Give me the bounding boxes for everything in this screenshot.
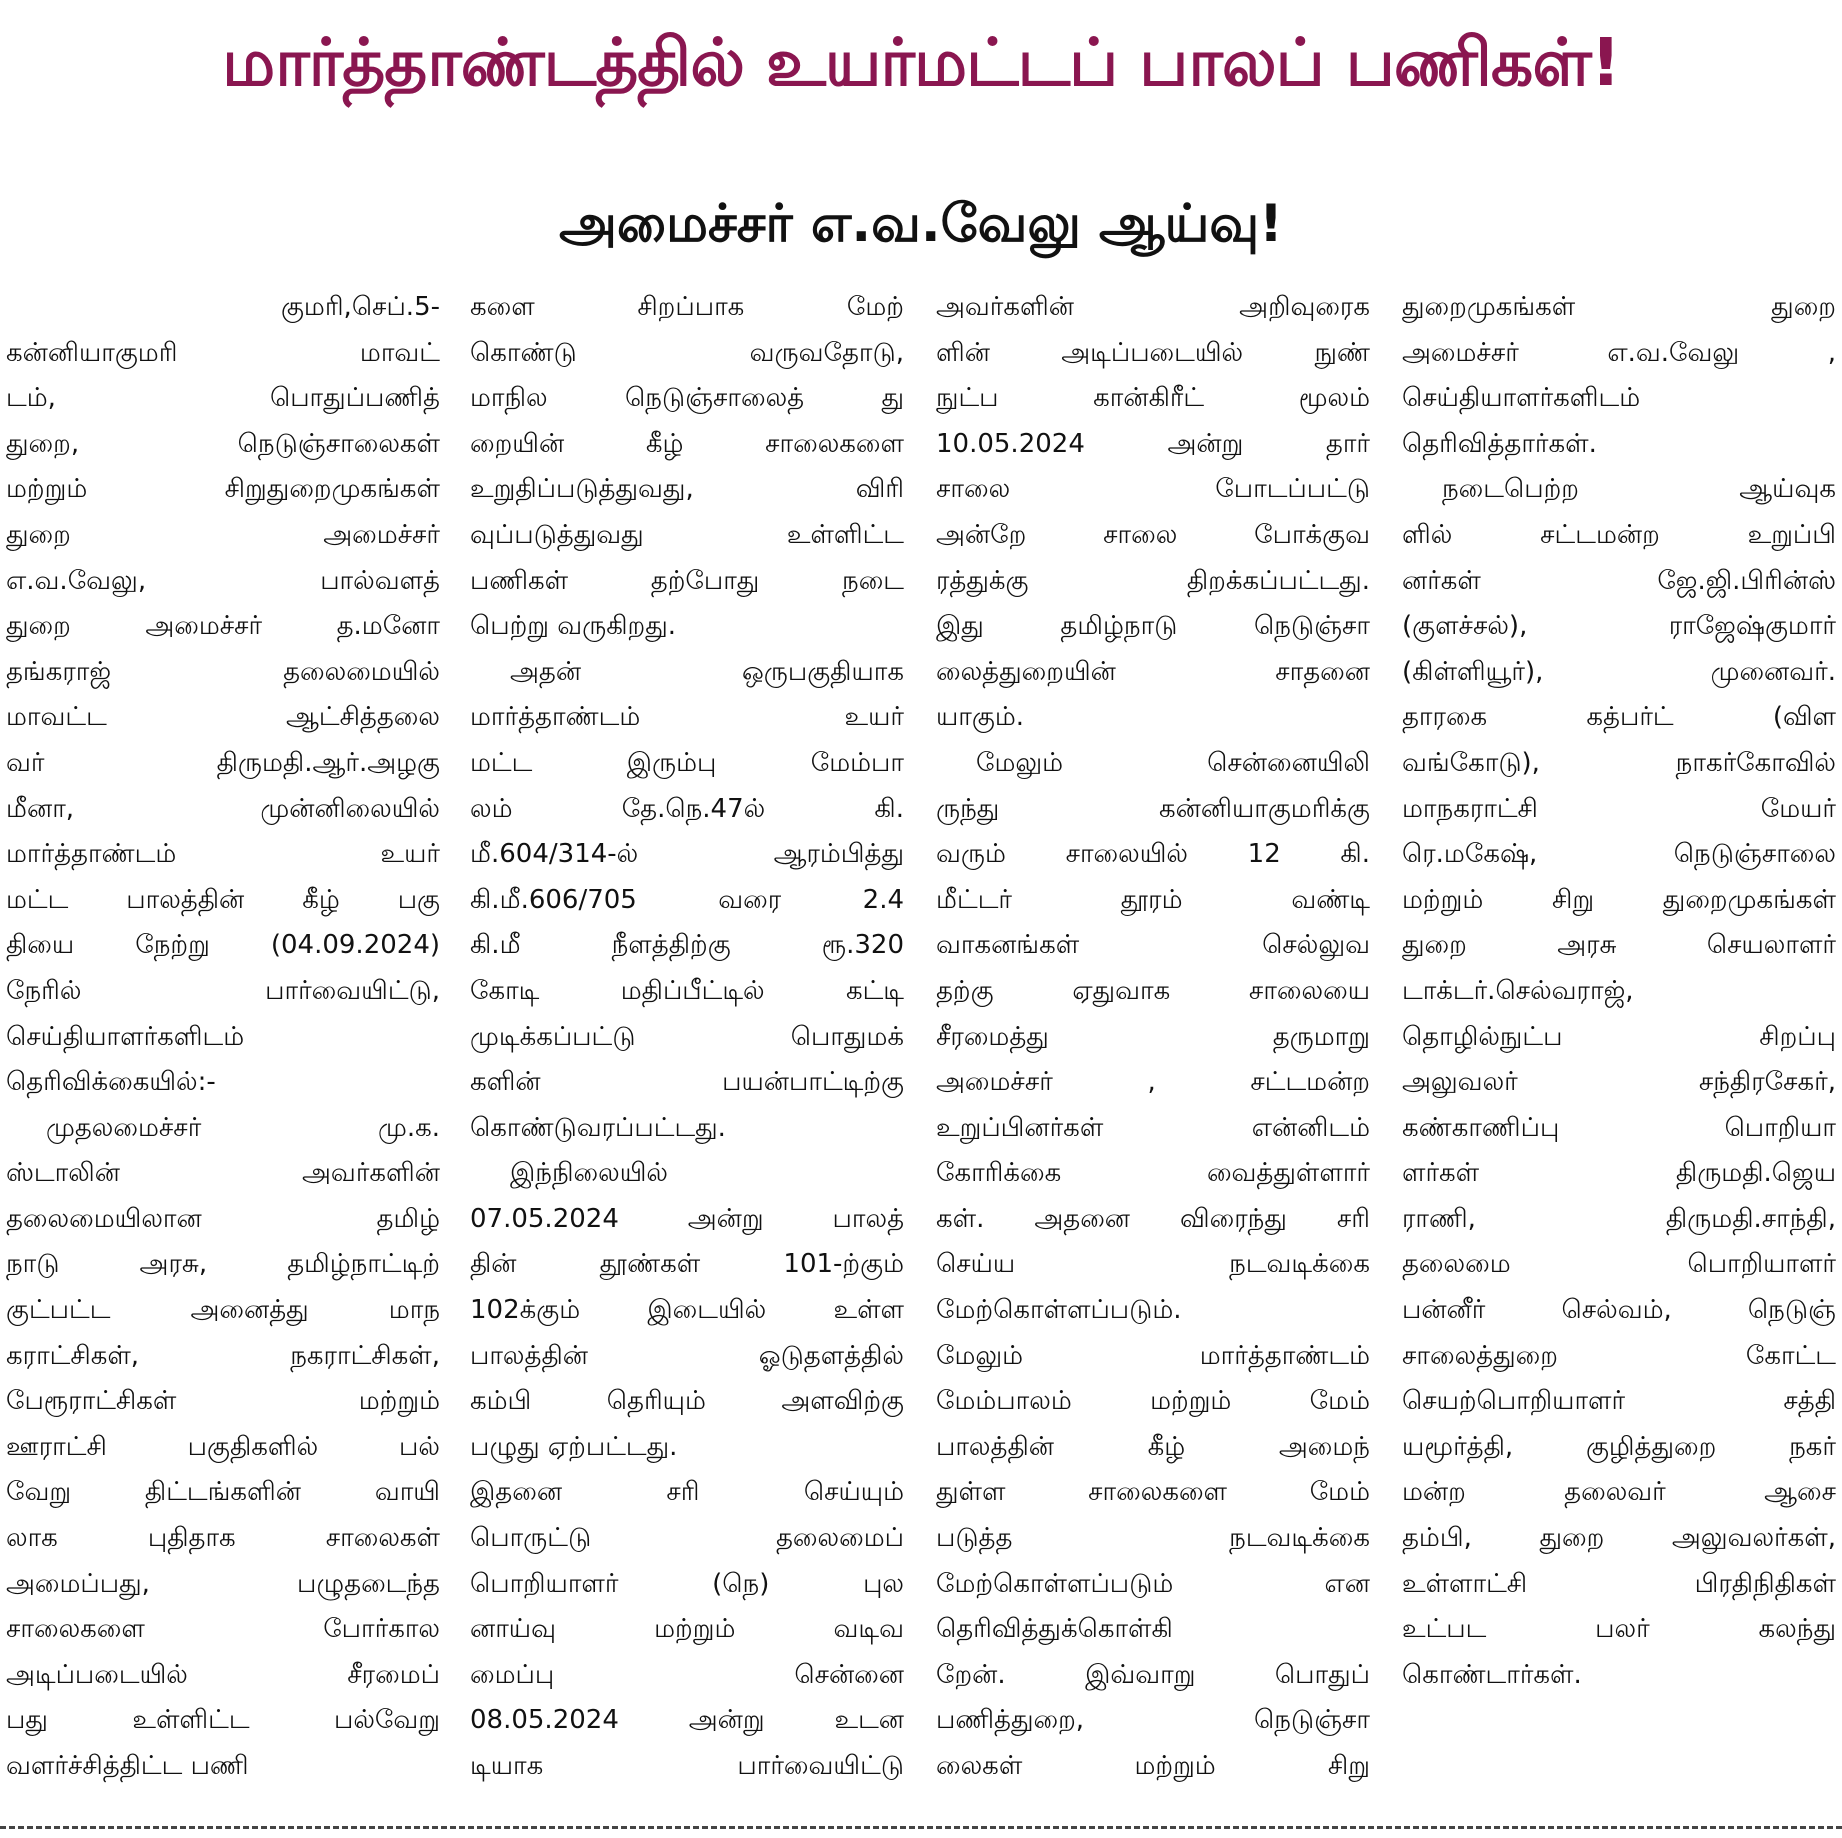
article-line: பழுது ஏற்பட்டது. <box>470 1431 678 1462</box>
article-line: கொண்டார்கள். <box>1402 1659 1582 1690</box>
article-line: பொருட்டு தலைமைப் <box>470 1523 904 1554</box>
article-line: அன்றே சாலை போக்குவ <box>936 519 1370 550</box>
article-line: துறை, நெடுஞ்சாலைகள் <box>6 428 440 459</box>
article-line: வுப்படுத்துவது உள்ளிட்ட <box>470 519 904 550</box>
article-line: தெரிவிக்கையில்:- <box>6 1067 216 1098</box>
article-line: தியை நேற்று (04.09.2024) <box>6 930 440 961</box>
subheadline: அமைச்சர் எ.வ.வேலு ஆய்வு! <box>559 194 1283 254</box>
article-line: யாகும். <box>936 702 1025 733</box>
article-line: மற்றும் சிறுதுறைமுகங்கள் <box>6 474 440 505</box>
article-line: மட்ட பாலத்தின் கீழ் பகு <box>6 884 440 915</box>
headline: மார்த்தாண்டத்தில் உயர்மட்டப் பாலப் பணிகள்! <box>222 24 1620 101</box>
article-line: மற்றும் சிறு துறைமுகங்கள் <box>1402 884 1836 915</box>
article-line: மாவட்ட ஆட்சித்தலை <box>6 702 440 733</box>
article-line: கொண்டுவரப்பட்டது. <box>470 1112 726 1143</box>
article-line: கன்னியாகுமரி மாவட் <box>6 337 440 368</box>
article-line: மாநில நெடுஞ்சாலைத் து <box>470 383 904 414</box>
article-line: மார்த்தாண்டம் உயர் <box>6 839 440 870</box>
article-line: செய்ய நடவடிக்கை <box>936 1249 1370 1280</box>
article-line: அவர்களின் அறிவுரைக <box>936 292 1370 322</box>
article-line: வளர்ச்சித்திட்ட பணி <box>6 1751 249 1781</box>
article-line: மார்த்தாண்டம் உயர் <box>470 702 904 733</box>
article-line: 08.05.2024 அன்று உடன <box>470 1705 904 1736</box>
article-line: துறை அமைச்சர் <box>6 519 440 550</box>
article-line: உள்ளாட்சி பிரதிநிதிகள் <box>1402 1568 1836 1599</box>
article-line: கம்பி தெரியும் அளவிற்கு <box>470 1386 904 1417</box>
article-line: ரத்துக்கு திறக்கப்பட்டது. <box>936 565 1370 596</box>
article-line: உட்பட பலர் கலந்து <box>1402 1614 1836 1645</box>
article-line: பெற்று வருகிறது. <box>470 611 677 642</box>
article-line: தலைமை பொறியாளர் <box>1402 1249 1836 1280</box>
article-line: ளின் அடிப்படையில் நுண் <box>936 337 1370 368</box>
article-line: சாலைத்துறை கோட்ட <box>1402 1340 1836 1371</box>
article-line: வர் திருமதி.ஆர்.அழகு <box>6 747 440 778</box>
article-line: எ.வ.வேலு, பால்வளத் <box>6 565 440 596</box>
article-line: தொழில்நுட்ப சிறப்பு <box>1402 1021 1836 1052</box>
article-line: களின் பயன்பாட்டிற்கு <box>470 1067 904 1098</box>
article-line: இது தமிழ்நாடு நெடுஞ்சா <box>936 611 1370 642</box>
article-line: நுட்ப கான்கிரீட் மூலம் <box>936 383 1370 414</box>
article-line: தாரகை கத்பர்ட் (விள <box>1402 702 1836 733</box>
dashed-separator <box>0 1826 1842 1829</box>
article-line: பணித்துறை, நெடுஞ்சா <box>936 1705 1370 1736</box>
article-column-2 <box>470 285 904 1815</box>
article-line: யமூர்த்தி, குழித்துறை நகர் <box>1402 1431 1836 1462</box>
article-line: நடைபெற்ற ஆய்வுக <box>1442 474 1836 505</box>
article-line: பணிகள் தற்போது நடை <box>470 565 904 596</box>
article-line: லைகள் மற்றும் சிறு <box>936 1751 1370 1781</box>
article-line: கொண்டு வருவதோடு, <box>470 337 904 368</box>
article-line: ருந்து கன்னியாகுமரிக்கு <box>936 793 1370 824</box>
article-line: மேலும் சென்னையிலி <box>976 747 1370 778</box>
article-line: ஸ்டாலின் அவர்களின் <box>6 1158 440 1189</box>
article-line: அதன் ஒருபகுதியாக <box>510 656 904 687</box>
article-line: இந்நிலையில் <box>510 1158 668 1189</box>
article-line: பன்னீர் செல்வம், நெடுஞ் <box>1402 1295 1836 1326</box>
article-line: முடிக்கப்பட்டு பொதுமக் <box>470 1021 904 1052</box>
article-line: அமைச்சர் எ.வ.வேலு , <box>1402 337 1836 368</box>
article-line: படுத்த நடவடிக்கை <box>936 1523 1370 1554</box>
article-line: உறுப்பினர்கள் என்னிடம் <box>936 1112 1370 1143</box>
article-line: கோடி மதிப்பீட்டில் கட்டி <box>470 975 904 1006</box>
article-line: லம் தே.நெ.47ல் கி. <box>470 793 904 824</box>
article-line: செயற்பொறியாளர் சத்தி <box>1402 1386 1836 1417</box>
article-line: தலைமையிலான தமிழ் <box>6 1203 440 1234</box>
article-line: வரும் சாலையில் 12 கி. <box>936 839 1370 870</box>
article-line: லாக புதிதாக சாலைகள் <box>6 1523 440 1554</box>
article-line: அடிப்படையில் சீரமைப் <box>6 1659 440 1690</box>
article-line: பது உள்ளிட்ட பல்வேறு <box>6 1705 440 1736</box>
article-line: பொறியாளர் (நெ) புல <box>470 1568 904 1599</box>
article-line: மன்ற தலைவர் ஆசை <box>1402 1477 1836 1508</box>
article-line: கள். அதனை விரைந்து சரி <box>936 1203 1370 1234</box>
article-line: சாலை போடப்பட்டு <box>936 474 1370 505</box>
article-line: கி.மீ.606/705 வரை 2.4 <box>470 884 904 915</box>
article-column-3 <box>936 285 1370 1815</box>
article-line: மேலும் மார்த்தாண்டம் <box>936 1340 1370 1371</box>
article-line: மேற்கொள்ளப்படும். <box>936 1295 1182 1326</box>
article-line: மேம்பாலம் மற்றும் மேம் <box>936 1386 1370 1417</box>
article-line: களை சிறப்பாக மேற் <box>470 292 904 322</box>
article-line: னர்கள் ஜே.ஜி.பிரின்ஸ் <box>1402 565 1836 596</box>
article-line: குமரி,செப்.5- <box>280 292 440 322</box>
article-line: 102க்கும் இடையில் உள்ள <box>470 1295 904 1326</box>
article-line: கண்காணிப்பு பொறியா <box>1402 1112 1836 1143</box>
article-line: தின் தூண்கள் 101-ற்கும் <box>470 1249 904 1280</box>
article-line: துறை அமைச்சர் த.மனோ <box>6 611 440 642</box>
article-line: தற்கு ஏதுவாக சாலையை <box>936 975 1370 1006</box>
article-line: பாலத்தின் கீழ் அமைந் <box>936 1431 1370 1462</box>
article-column-4 <box>1402 285 1836 1815</box>
article-line: சீரமைத்து தருமாறு <box>936 1021 1370 1052</box>
article-line: வேறு திட்டங்களின் வாயி <box>6 1477 440 1508</box>
article-line: தங்கராஜ் தலைமையில் <box>6 656 440 687</box>
article-line: அமைப்பது, பழுதடைந்த <box>6 1568 440 1599</box>
article-line: மைப்பு சென்னை <box>470 1659 904 1690</box>
article-line: தம்பி, துறை அலுவலர்கள், <box>1402 1523 1836 1554</box>
article-line: மாநகராட்சி மேயர் <box>1402 793 1836 824</box>
article-line: அமைச்சர் , சட்டமன்ற <box>936 1067 1370 1098</box>
article-line: மீ.604/314-ல் ஆரம்பித்து <box>470 839 904 870</box>
article-line: மட்ட இரும்பு மேம்பா <box>470 747 904 778</box>
article-line: மீனா, முன்னிலையில் <box>6 793 440 824</box>
article-line: லைத்துறையின் சாதனை <box>936 656 1370 687</box>
article-line: டியாக பார்வையிட்டு <box>470 1751 904 1781</box>
article-line: கோரிக்கை வைத்துள்ளார் <box>936 1158 1370 1189</box>
article-line: 07.05.2024 அன்று பாலத் <box>470 1203 904 1234</box>
article-line: நேரில் பார்வையிட்டு, <box>6 975 440 1006</box>
article-line: 10.05.2024 அன்று தார் <box>936 428 1370 459</box>
article-line: (கிள்ளியூர்), முனைவர். <box>1402 656 1836 687</box>
article-line: டம், பொதுப்பணித் <box>6 383 440 414</box>
article-line: முதலமைச்சர் மு.க. <box>46 1112 440 1143</box>
article-line: வாகனங்கள் செல்லுவ <box>936 930 1370 961</box>
article-line: மீட்டர் தூரம் வண்டி <box>936 884 1370 915</box>
article-body <box>6 285 1836 1815</box>
article-line: செய்தியாளர்களிடம் <box>1402 383 1641 414</box>
article-line: பாலத்தின் ஓடுதளத்தில் <box>470 1340 904 1371</box>
article-line: துறை அரசு செயலாளர் <box>1402 930 1836 961</box>
article-line: ரெ.மகேஷ், நெடுஞ்சாலை <box>1402 839 1836 870</box>
article-line: சாலைகளை போர்கால <box>6 1614 440 1645</box>
article-line: மேற்கொள்ளப்படும் என <box>936 1568 1370 1599</box>
article-line: தெரிவித்தார்கள். <box>1402 428 1597 459</box>
article-line: துறைமுகங்கள் துறை <box>1402 292 1836 322</box>
article-line: ஊராட்சி பகுதிகளில் பல் <box>6 1431 440 1462</box>
article-line: கராட்சிகள், நகராட்சிகள், <box>6 1340 440 1371</box>
article-line: றேன். இவ்வாறு பொதுப் <box>936 1659 1370 1690</box>
article-line: (குளச்சல்), ராஜேஷ்குமார் <box>1402 611 1836 642</box>
article-line: ளர்கள் திருமதி.ஜெய <box>1402 1158 1836 1189</box>
article-line: செய்தியாளர்களிடம் <box>6 1021 245 1052</box>
article-line: நாடு அரசு, தமிழ்நாட்டிற் <box>6 1249 440 1280</box>
article-line: னாய்வு மற்றும் வடிவ <box>470 1614 904 1645</box>
article-column-1 <box>6 285 440 1815</box>
article-line: உறுதிப்படுத்துவது, விரி <box>470 474 904 505</box>
article-line: துள்ள சாலைகளை மேம் <box>936 1477 1370 1508</box>
article-line: குட்பட்ட அனைத்து மாந <box>6 1295 440 1326</box>
article-line: கி.மீ நீளத்திற்கு ரூ.320 <box>470 930 904 961</box>
article-line: வங்கோடு), நாகர்கோவில் <box>1402 747 1836 778</box>
article-line: இதனை சரி செய்யும் <box>470 1477 904 1508</box>
article-line: டாக்டர்.செல்வராஜ், <box>1402 975 1634 1006</box>
article-line: அலுவலர் சந்திரசேகர், <box>1402 1067 1836 1098</box>
article-line: பேரூராட்சிகள் மற்றும் <box>6 1386 440 1417</box>
article-line: தெரிவித்துக்கொள்கி <box>936 1614 1173 1645</box>
article-line: ளில் சட்டமன்ற உறுப்பி <box>1402 519 1836 550</box>
article-line: றையின் கீழ் சாலைகளை <box>470 428 904 459</box>
article-line: ராணி, திருமதி.சாந்தி, <box>1402 1203 1836 1234</box>
